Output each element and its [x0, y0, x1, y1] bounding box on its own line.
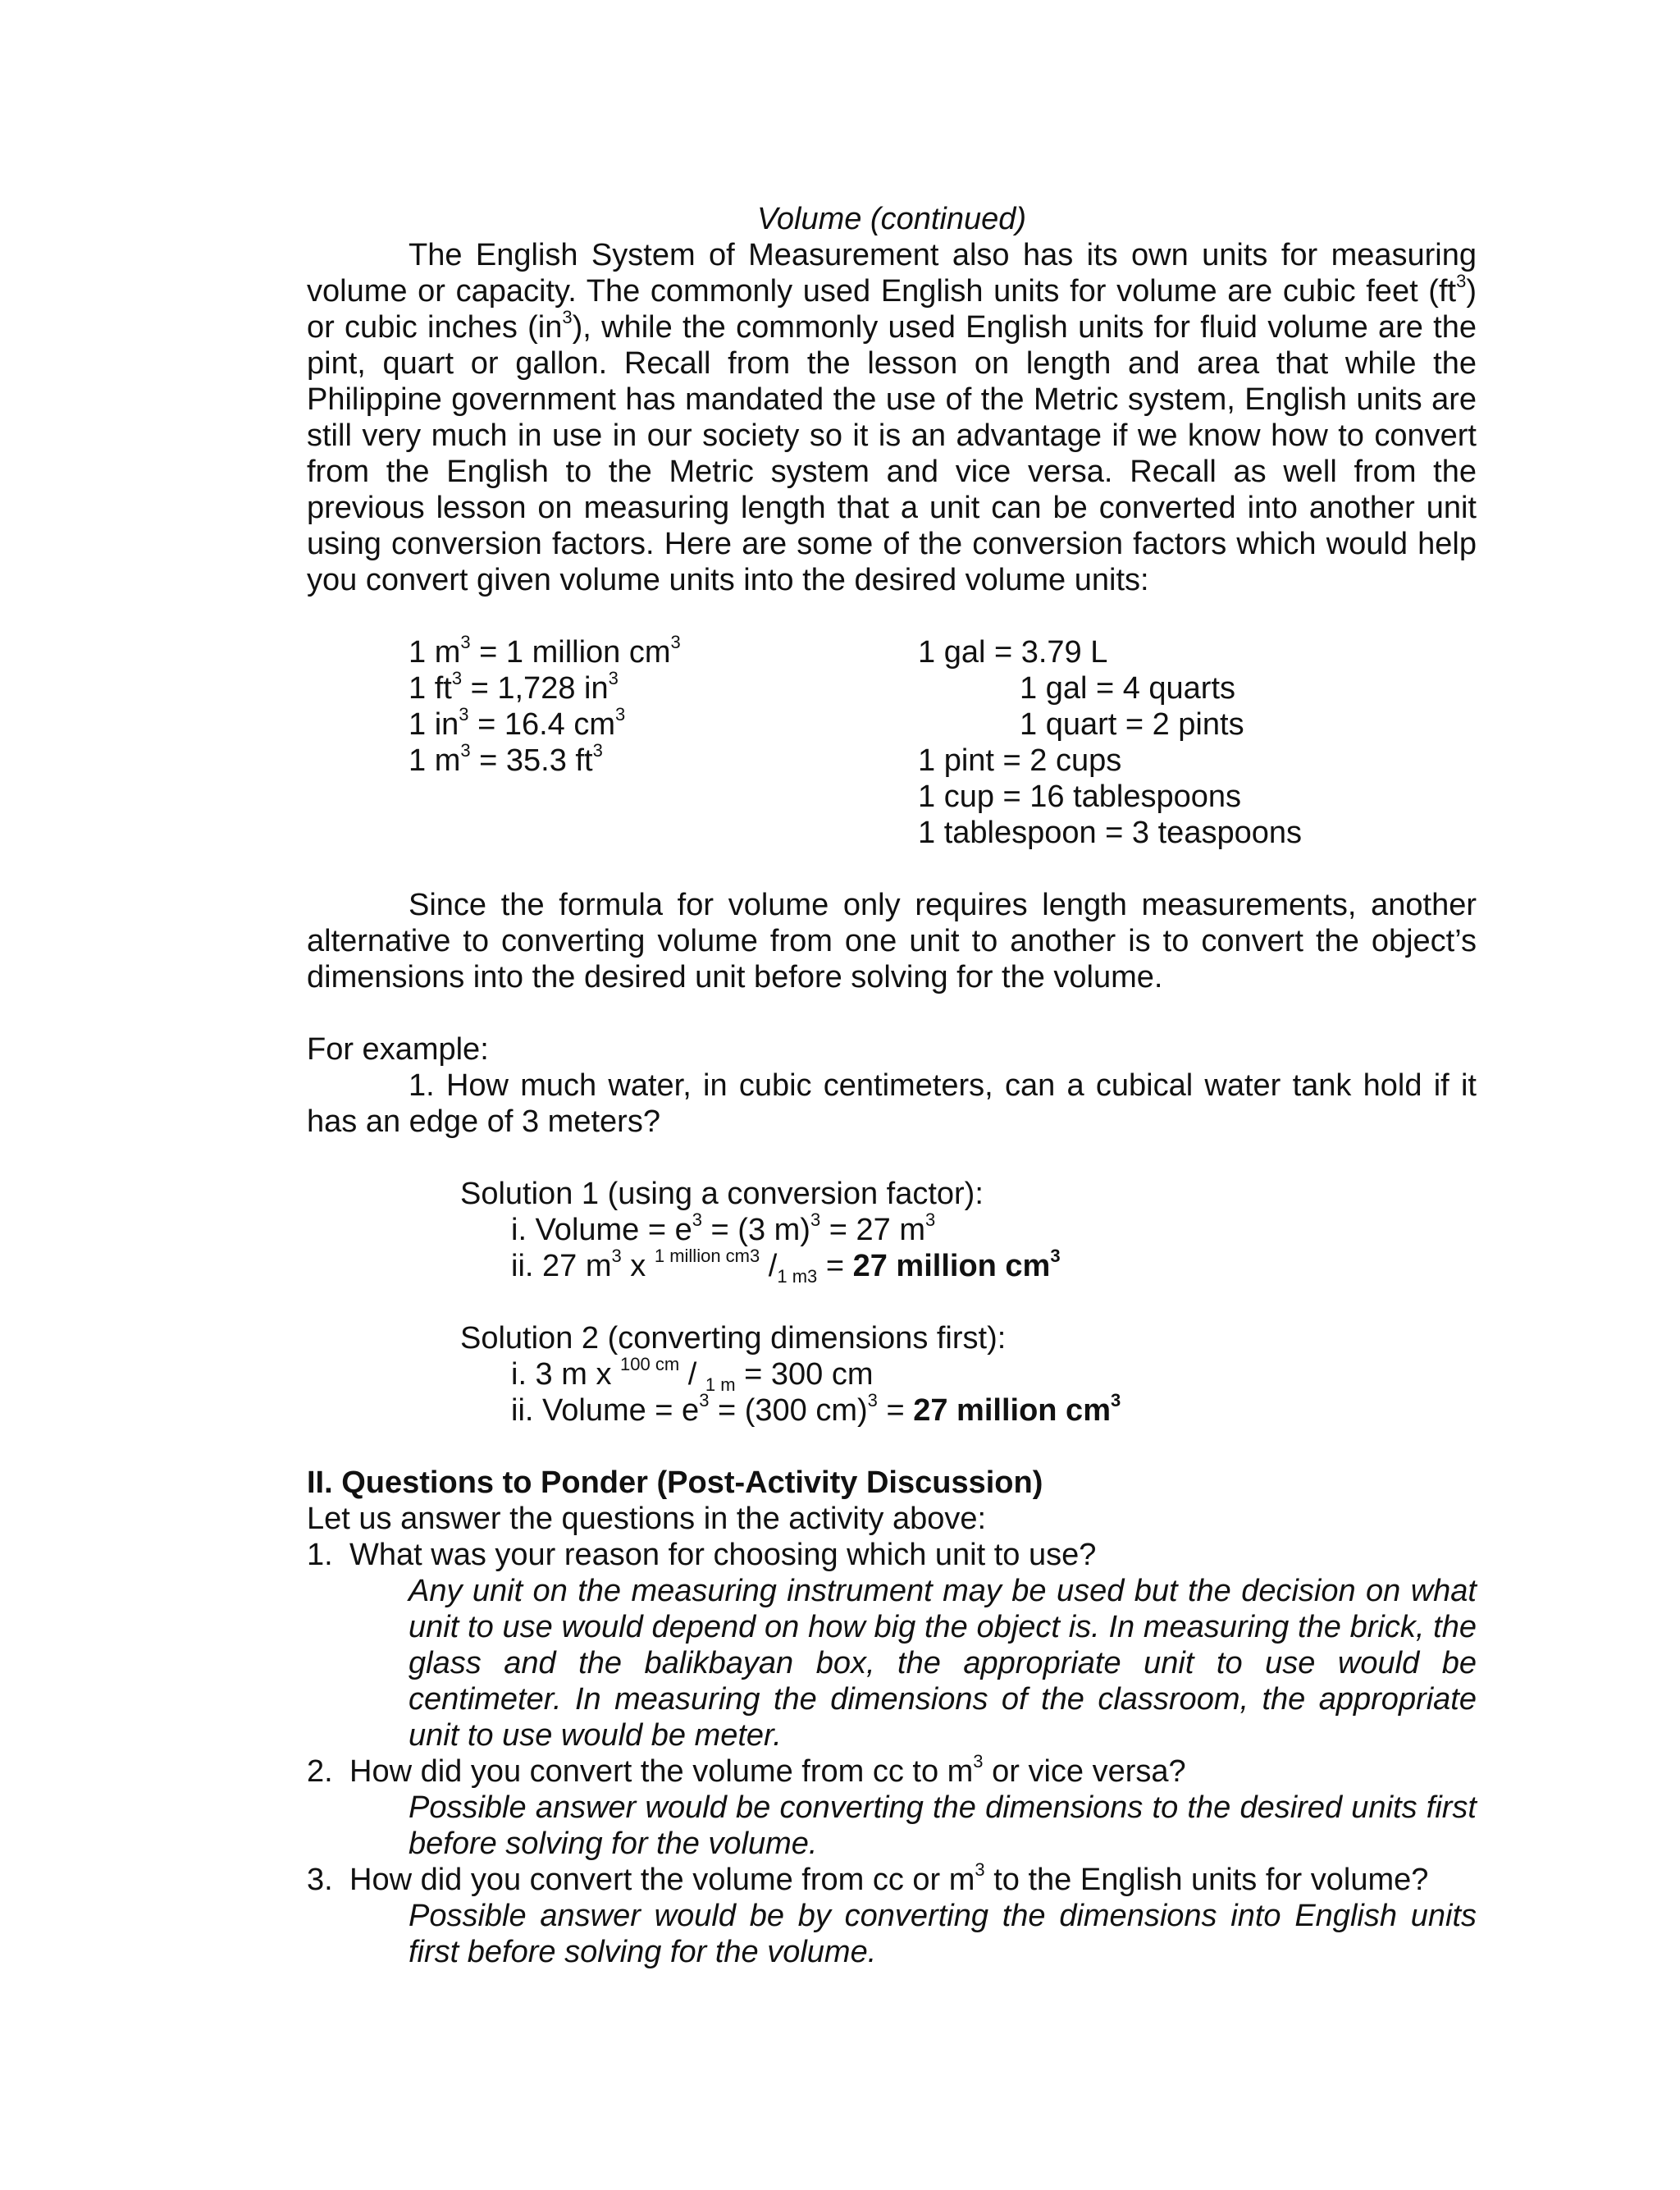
example-label: For example: [307, 1032, 489, 1067]
section-heading: II. Questions to Ponder (Post-Activity Discussion) [307, 1465, 1043, 1500]
conversion-line: 1 gal = 4 quarts [1020, 671, 1236, 706]
conversion-line: 1 $ft^3 = 1,728$ $in^3$ [409, 668, 619, 706]
solution-result: 27 million cm [852, 1249, 1051, 1283]
solution-2 [460, 1320, 1477, 1429]
solution-1 [460, 1176, 1477, 1287]
solution-heading: Solution 2 (converting dimensions first): [460, 1321, 1007, 1356]
conversion-line: 1 cup = 16 tablespoons [918, 780, 1242, 814]
conversion-factors [307, 634, 1477, 851]
section-lead: Let us answer the questions in the activity above: [307, 1502, 987, 1536]
conversion-line: 1 pint = 2 cups [918, 743, 1122, 778]
superscript: 3 [562, 307, 573, 327]
solution-heading: Solution 1 (using a conversion factor): [460, 1177, 984, 1211]
page-title: Volume (continued) [756, 202, 1027, 236]
intro-paragraph [307, 237, 1477, 598]
example-question: 1. How much water, in cubic centimeters, can a cubical water tank hold if it has an edge of 3 meters? [307, 1068, 1477, 1139]
conversion-line: 1 gal = 3.79 L [918, 635, 1108, 670]
metric-conversions [409, 634, 681, 779]
document-page [307, 201, 1477, 1970]
conversion-line: 1 $m^3 = 35.3$ $ft^3$ [409, 740, 603, 778]
conversion-line: 1 $m^3 = 1$ million $cm^3$ [409, 632, 681, 670]
conversion-line: 1 $in^3 = 16.4$ $cm^3$ [409, 704, 626, 742]
solution-step: i. Volume = $e^3 = (3$ m)$^3$ = 27 $m^3$ [511, 1209, 936, 1247]
intro-text: ) or cubic inches (in [307, 274, 1477, 345]
question-item: 2. How did you convert the volume from cc to $m^3$ or vice versa? [307, 1751, 1186, 1789]
conversion-line: 1 tablespoon = 3 teaspoons [918, 816, 1302, 850]
conversion-line: 1 quart = 2 pints [1020, 707, 1244, 742]
question-answer: Possible answer would be converting the dimensions to the desired units first before solving for the volume. [409, 1790, 1477, 1861]
intro-text: ), while the commonly used English units for fluid volume are the pint, quart or gallon. Recall from the lesson on length and area that while the Philippine government has mandated the use of the Metric system, English units are still very much in use in our society so it is an advantage if we know how to convert from the English to the Metric system and vice versa. Recall as well from the previous lesson on measuring length that a unit can be converted into another unit using conversion factors. Here are some of the conversion factors which would help you convert given volume units into the desired volume units: [307, 310, 1477, 597]
superscript: 3 [1456, 271, 1467, 291]
question-item: 1. What was your reason for choosing which unit to use? [307, 1538, 1097, 1572]
solution-step: i. 3 m x $^{100 cm}$ / $_{1 m}$ = 300 cm [511, 1354, 874, 1395]
question-answer: Any unit on the measuring instrument may be used but the decision on what unit to use would depend on how big the object is. In measuring the brick, the glass and the balikbayan box, the appropriate unit to use would be centimeter. In measuring the dimensions of the classroom, the appropriate unit to use would be meter. [409, 1574, 1477, 1753]
solution-step: ii. Volume = $e^3 = (300$ cm)$^3$ = 27 million $cm^3$ [511, 1390, 1121, 1428]
alternative-paragraph: Since the formula for volume only requires length measurements, another alternative to converting volume from one unit to another is to convert the object’s dimensions into the desired unit before solving for the volume. [307, 888, 1477, 994]
intro-text: The English System of Measurement also has its own units for measuring volume or capacity. The commonly used English units for volume are cubic feet (ft [307, 238, 1477, 309]
question-answer: Possible answer would be by converting the dimensions into English units first before solving for the volume. [409, 1899, 1477, 1969]
question-item: 3. How did you convert the volume from cc or $m^3$ to the English units for volume? [307, 1859, 1429, 1897]
fluid-conversions [918, 634, 1302, 851]
solution-result: 27 million cm [913, 1393, 1111, 1428]
solution-step: ii. 27 $m^3$ x $^{1 million cm3}$ $/_{1 m3} = 27$ million $cm^3$ [511, 1246, 1061, 1287]
